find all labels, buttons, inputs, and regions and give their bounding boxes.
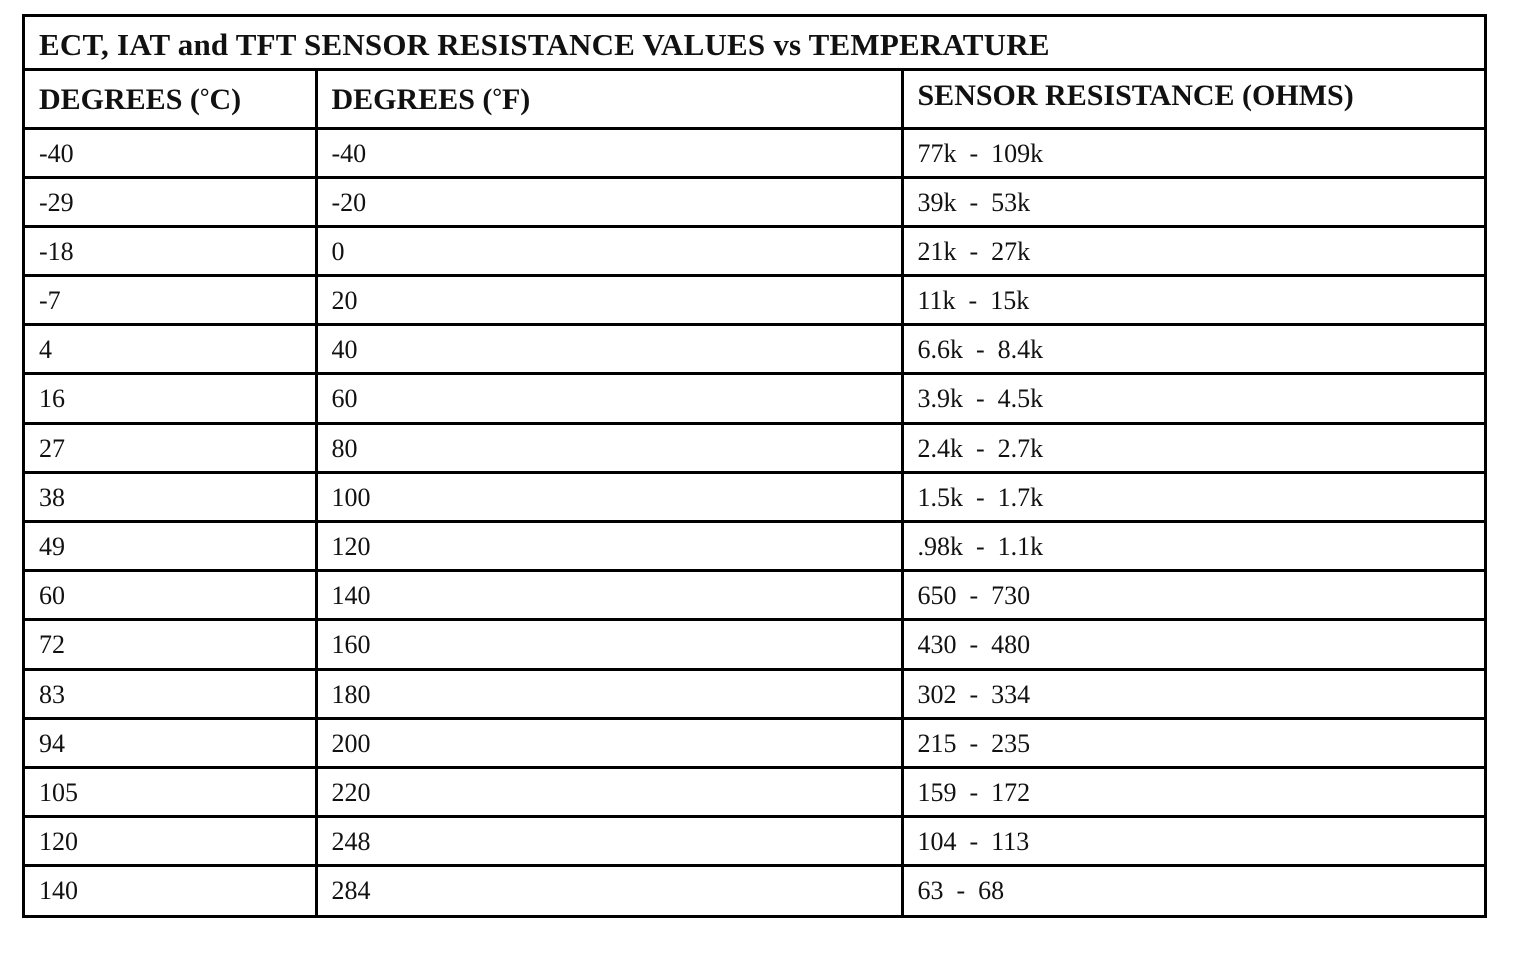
cell-fahrenheit: 160 [316, 620, 902, 669]
cell-celsius: 120 [25, 817, 316, 866]
table-row [25, 226, 1484, 275]
table-row [25, 866, 1484, 915]
cell-celsius: 38 [25, 472, 316, 521]
cell-fahrenheit: -20 [316, 177, 902, 226]
cell-resistance: 3.9k - 4.5k [902, 374, 1484, 423]
table-row [25, 571, 1484, 620]
cell-resistance: 104 - 113 [902, 817, 1484, 866]
cell-celsius: 27 [25, 423, 316, 472]
cell-fahrenheit: 60 [316, 374, 902, 423]
cell-resistance: 1.5k - 1.7k [902, 472, 1484, 521]
cell-resistance: 215 - 235 [902, 718, 1484, 767]
table-row [25, 423, 1484, 472]
cell-celsius: 83 [25, 669, 316, 718]
cell-resistance: 39k - 53k [902, 177, 1484, 226]
cell-celsius: 72 [25, 620, 316, 669]
cell-fahrenheit: 200 [316, 718, 902, 767]
table-row [25, 128, 1484, 177]
cell-celsius: 94 [25, 718, 316, 767]
cell-fahrenheit: 220 [316, 767, 902, 816]
cell-resistance: 6.6k - 8.4k [902, 325, 1484, 374]
table-title: ECT, IAT and TFT SENSOR RESISTANCE VALUES vs TEMPERATURE [25, 17, 1484, 71]
cell-fahrenheit: 40 [316, 325, 902, 374]
table-row [25, 817, 1484, 866]
table-row [25, 374, 1484, 423]
sensor-resistance-table [22, 14, 1487, 918]
cell-fahrenheit: 20 [316, 276, 902, 325]
table-row [25, 276, 1484, 325]
table-row [25, 177, 1484, 226]
header-degrees-celsius: DEGREES (°C) [25, 71, 316, 128]
cell-fahrenheit: 140 [316, 571, 902, 620]
cell-fahrenheit: 0 [316, 226, 902, 275]
table-row [25, 718, 1484, 767]
cell-resistance: 2.4k - 2.7k [902, 423, 1484, 472]
header-sensor-resistance: SENSOR RESISTANCE (OHMS) [902, 71, 1484, 128]
cell-celsius: -18 [25, 226, 316, 275]
table-row [25, 669, 1484, 718]
header-row [25, 71, 1484, 128]
cell-fahrenheit: 120 [316, 522, 902, 571]
cell-resistance: 302 - 334 [902, 669, 1484, 718]
cell-celsius: 140 [25, 866, 316, 915]
table-row [25, 522, 1484, 571]
cell-celsius: 4 [25, 325, 316, 374]
cell-fahrenheit: 284 [316, 866, 902, 915]
cell-resistance: 11k - 15k [902, 276, 1484, 325]
cell-celsius: -29 [25, 177, 316, 226]
cell-fahrenheit: 80 [316, 423, 902, 472]
table-row [25, 620, 1484, 669]
cell-resistance: 21k - 27k [902, 226, 1484, 275]
resistance-data-table [25, 71, 1484, 915]
cell-resistance: 63 - 68 [917, 876, 1005, 906]
cell-celsius: -40 [25, 128, 316, 177]
cell-resistance: .98k - 1.1k [902, 522, 1484, 571]
header-degrees-fahrenheit: DEGREES (°F) [316, 71, 902, 128]
cell-celsius: 16 [25, 374, 316, 423]
table-row [25, 767, 1484, 816]
cell-celsius: 60 [25, 571, 316, 620]
cell-fahrenheit: -40 [316, 128, 902, 177]
table-row [25, 325, 1484, 374]
cell-resistance: 77k - 109k [902, 128, 1484, 177]
cell-celsius: 105 [25, 767, 316, 816]
cell-resistance: 430 - 480 [902, 620, 1484, 669]
table-row [25, 472, 1484, 521]
cell-fahrenheit: 180 [316, 669, 902, 718]
cell-fahrenheit: 100 [316, 472, 902, 521]
cell-celsius: 49 [25, 522, 316, 571]
cell-celsius: -7 [25, 276, 316, 325]
cell-resistance: 159 - 172 [902, 767, 1484, 816]
cell-resistance: 650 - 730 [902, 571, 1484, 620]
cell-fahrenheit: 248 [316, 817, 902, 866]
